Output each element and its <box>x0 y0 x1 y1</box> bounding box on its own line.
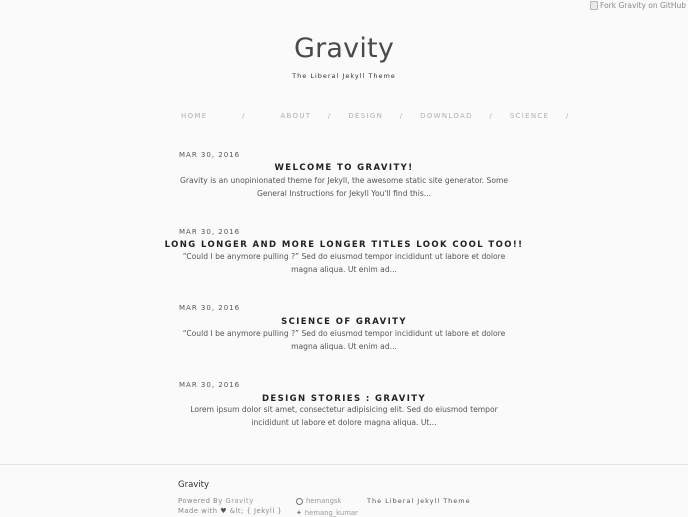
powered-by <box>178 497 254 505</box>
made-with-suffix: &lt; { Jekyll } <box>229 507 283 515</box>
nav-separator: / <box>399 112 404 120</box>
post-title[interactable]: DESIGN STORIES : GRAVITY <box>261 394 427 404</box>
broken-image-icon <box>590 1 598 10</box>
gravity-link[interactable]: Gravity <box>225 497 254 505</box>
twitter-icon: ✦ <box>296 509 302 517</box>
post-date: MAR 30, 2016 <box>179 151 241 159</box>
post-excerpt: “Could I be anymore pulling ?” Sed do eiusmod tempor incididunt ut labore et dolore magna aliqua. Ut enim ad... <box>182 252 506 274</box>
heart-icon: ♥ <box>220 507 228 515</box>
nav-separator: / <box>489 112 494 120</box>
post-excerpt: Lorem ipsum dolor sit amet, consectetur adipisicing elit. Sed do eiusmod tempor incididunt ut labore et dolore magna aliqua. Ut... <box>190 405 498 427</box>
site-footer <box>0 464 688 517</box>
site-tagline: The Liberal Jekyll Theme <box>292 72 396 80</box>
site-title[interactable]: Gravity <box>293 33 394 64</box>
footer-tagline: The Liberal Jekyll Theme <box>367 497 471 505</box>
post-title[interactable]: LONG LONGER AND MORE LONGER TITLES LOOK COOL TOO!! <box>164 240 524 250</box>
twitter-link[interactable] <box>296 509 358 517</box>
post-date: MAR 30, 2016 <box>179 228 241 236</box>
nav-separator: / <box>242 112 246 120</box>
nav-design[interactable]: DESIGN <box>348 112 384 120</box>
post-date: MAR 30, 2016 <box>179 304 241 312</box>
powered-by-label: Powered By <box>178 497 223 505</box>
nav-separator: / <box>565 112 570 120</box>
github-handle: hemangsk <box>306 497 342 505</box>
post-excerpt: “Could I be anymore pulling ?” Sed do eiusmod tempor incididunt ut labore et dolore magna aliqua. Ut enim ad... <box>182 329 506 351</box>
fork-on-github-text: Fork Gravity on GitHub <box>600 1 686 10</box>
github-link[interactable] <box>296 497 341 505</box>
made-with-label: Made with <box>178 507 218 515</box>
post-excerpt: Gravity is an unopinionated theme for Jekyll, the awesome static site generator. Some General Instructions for Jekyll You'll find this... <box>179 176 509 198</box>
made-with <box>178 507 282 515</box>
nav-science[interactable]: SCIENCE <box>509 112 550 120</box>
main-nav <box>181 112 586 120</box>
nav-home[interactable]: HOME <box>181 112 208 120</box>
fork-on-github-link[interactable] <box>590 1 686 10</box>
post-title[interactable]: SCIENCE OF GRAVITY <box>281 317 407 327</box>
nav-separator: / <box>327 112 332 120</box>
post-date: MAR 30, 2016 <box>179 381 241 389</box>
nav-about[interactable]: ABOUT <box>280 112 312 120</box>
twitter-handle: hemang_kumar <box>304 509 358 517</box>
post-title[interactable]: WELCOME TO GRAVITY! <box>274 163 414 173</box>
footer-title: Gravity <box>178 480 210 490</box>
nav-download[interactable]: DOWNLOAD <box>420 112 473 120</box>
github-icon <box>296 498 303 505</box>
